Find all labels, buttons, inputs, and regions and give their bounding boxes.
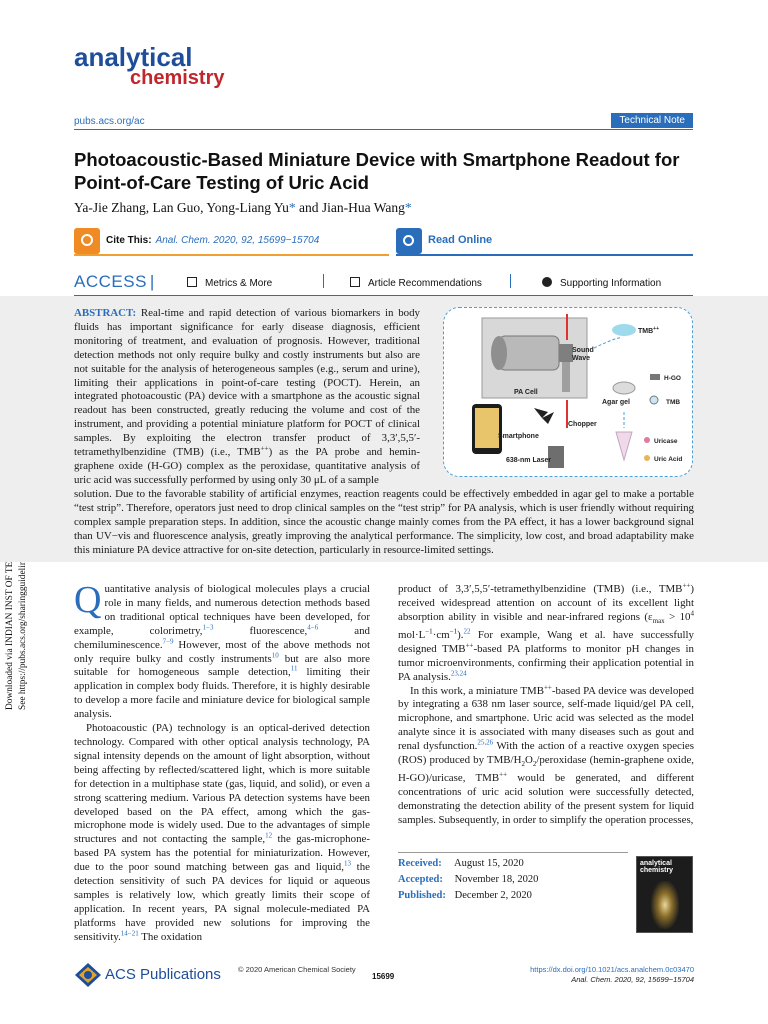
metrics-label: Metrics & More [205,278,273,289]
quote-icon [74,228,100,254]
supporting-info-button[interactable] [542,277,661,289]
author-name[interactable]: Ya-Jie Zhang [74,200,146,215]
smartphone-screen [475,408,499,448]
label-tmb-ox: TMB++ [638,326,660,335]
label-uric-acid: Uric Acid [654,456,683,463]
abstract-text-top: ABSTRACT: Real-time and rapid detection of various biomarkers in body fluids has important significance for early disease diagnosis, efficient monitoring of treatment, and evaluation of prognosis. However, traditional detection methods not only require bulky and costly instruments but also are not suitable for the analysis of heterogeneous samples (e.g., serum and urine), limiting their applications in point-of-care testing (POCT). Herein, an integrated photoacoustic (PA) device with a smartphone as the acoustic signal readout has been constructed, greatly reducing the volume and cost of the instrument, and providing a potential miniature platform for POCT of clinical samples. By exploiting the electron transfer product of 3,3′,5,5′-tetramethylbenzidine (TMB) (i.e., TMB++) as the PA probe and hemin-graphene oxide (H-GO) complex as the peroxidase, quantitative analysis of uric acid was successfully performed by using only 30 μL of a sample [74,307,421,486]
cite-reference[interactable]: Anal. Chem. 2020, 92, 15699−15704 [155,235,320,246]
access-bar [74,268,693,296]
cite-this-box[interactable] [74,226,389,256]
corresponding-author-mark[interactable]: * [404,200,412,215]
recommendations-button[interactable] [350,277,482,289]
read-online-button[interactable] [396,226,693,256]
intro-paragraph-4: In this work, a miniature TMB++-based PA device was developed by integrating a 638 nm laser source, self-made liquid/gel PA cell, microphone, and smartphone. Uric acid was selected as the model analyte since it is associated with many diseases such as gout and renal dysfunction.$^{25,26}$ With the action of a reactive oxygen species (ROS) produced by TMB/$H_2O_2$/peroxidase (hemin-graphene oxide, H-GO)/uricase, TMB++ would be generated, and different concentrations of uric acid solution were successfully detected, demonstrating the detection ability of the present system for liquid samples. Subsequently, in order to simplify the operation processes, [398,682,695,826]
read-online-label: Read Online [428,234,493,246]
logo-word-1: analytical [74,44,193,72]
body-column-right [398,583,694,828]
footer-citation: Anal. Chem. 2020, 92, 15699−15704 [571,975,694,984]
accepted-row: Accepted: November 18, 2020 [398,874,539,885]
journal-url[interactable]: pubs.acs.org/ac [74,116,145,127]
acs-emblem-icon [74,962,102,988]
publication-dates [398,856,628,904]
recommendations-label: Article Recommendations [368,278,482,289]
published-row: Published: December 2, 2020 [398,890,532,901]
label-uricase: Uricase [654,438,678,445]
drop-cap: Q [74,579,102,621]
label-agar-gel: Agar gel [602,399,631,406]
logo-word-2: chemistry [130,67,225,88]
cover-image [651,881,679,929]
label-chopper: Chopper [568,421,597,428]
separator [510,274,511,288]
received-row: Received: August 15, 2020 [398,858,524,869]
label-hgo: H-GO [664,375,681,382]
abstract-heading: ABSTRACT: [74,307,137,319]
article-type-badge: Technical Note [611,113,693,128]
cell-stem [562,362,570,392]
microphone [559,344,573,362]
bar-chart-icon [187,277,197,287]
label-wave: Wave [572,355,591,362]
author-name[interactable]: Jian-Hua Wang [321,200,405,215]
abstract-text-bottom: solution. Due to the favorable stability of artificial enzymes, reaction reagents could be effectively embedded in agar gel to make a portable “test strip”. Therefore, operators just need to drop clinical samples on the “test strip” for PA analysis, which is user friendly without requiring complex sample preparation steps. In addition, since the acoustic change mainly comes from the PA effect, it has a lower background signal than UV−vis and fluorescence analysis, greatly improving the analytical performance. The simplicity, low cost, and broad adaptability make this miniature PA device attractive for on-site detection, particularly in resource-limited settings. [74,488,694,556]
cite-text [106,235,319,246]
corresponding-author-mark[interactable]: * [288,200,296,215]
read-online-icon [396,228,422,254]
access-label: ACCESS | [74,272,155,291]
acs-publications-logo[interactable] [74,962,224,988]
intro-paragraph-1: Quantitative analysis of biological molecules plays a crucial role in many fields, and numerous detection methods based on traditional optical techniques have been developed, for example, colorimetry,$^{1-3}$ fluorescence,$^{4-6}$ and chemiluminescence.$^{7-9}$ However, most of the above methods not only require bulky and costly instruments$^{10}$ but are also more suitable for homogeneous sample detection,$^{11}$ limiting their application in complex body fluids. Therefore, it is highly desirable to develop a more facile and miniature device for biological sample analysis. [74,579,371,721]
copyright: © 2020 American Chemical Society [238,965,356,974]
tmb-oxidized-drop [612,324,636,336]
footer-doi-block [530,965,694,985]
uric-acid-dot [644,455,650,461]
label-sound: Sound [572,347,594,354]
author-list: Ya-Jie Zhang, Lan Guo, Yong-Liang Yu* and Jian-Hua Wang* [74,200,412,215]
label-tmb: TMB [666,399,681,406]
intro-paragraph-2: Photoacoustic (PA) technology is an optical-derived detection technology. Compared with other optical analysis technology, PA signal intensity depends on the amount of light absorption, without being affecting by reflected/scattered light, which is more suitable for detection in a multiphase state (gas, liquid, and solid), or even a strong scattering medium. Various PA detection systems have been developed based on the PA effect, among which the gas-microphone mode is widely used. Due to the advantages of simple structures and not contacting the sample,$^{12}$ the gas-microphone-based PA system has the potential for miniaturization. However, due to the poor sound matching between gas and liquid,$^{13}$ the detection sensitivity of such PA devices for liquid or aqueous samples is relatively low, which greatly limits their scope of application. In recent years, PA signal molecule-mediated PA platforms have provided new solutions for improving the sensitivity.$^{14-21}$ The oxidation [74,722,370,943]
label-pa-cell: PA Cell [514,389,538,396]
intro-paragraph-3: product of 3,3′,5,5′-tetramethylbenzidine (TMB) (i.e., TMB++) received widespread attention on account of its excellent light absorption ability in visible and near-infrared regions ($\varepsilon_{max} > 10^4$ $mol\cdot L^{-1}\cdot cm^{-1}).^{22}$ For example, Wang et al. have successfully designed TMB++-based PA platforms to monitor pH changes in tumor microenvironments, confirming their application potential in PA analysis.$^{23,24}$ [398,581,694,683]
supporting-info-icon [542,277,552,287]
author-name[interactable]: Yong-Liang Yu [206,200,289,215]
separator [323,274,324,288]
hgo-sheet [650,374,660,380]
uricase-dot [644,437,650,443]
acs-publications-text: ACS Publications [105,966,221,983]
chopper-blade [534,408,554,424]
toc-graphic [443,307,693,477]
tmb-circle [650,396,658,404]
pa-cell-end [491,336,507,370]
author-name[interactable]: Lan Guo [152,200,201,215]
flow-arrow [594,338,622,348]
label-smartphone: Smartphone [498,433,539,440]
label-laser: 638-nm Laser [506,457,552,464]
article-title: Photoacoustic-Based Miniature Device with Smartphone Readout for Point-of-Care Testing of Uric Acid [74,149,680,193]
journal-logo[interactable] [74,44,274,88]
cover-title: analytical chemistry [640,860,674,874]
article-icon [350,277,360,287]
dates-rule [398,852,628,853]
supporting-info-label: Supporting Information [560,278,662,289]
pa-cell-body [499,336,559,370]
body-column-left [74,579,371,945]
doi-link[interactable]: https://dx.doi.org/10.1021/acs.analchem.0c03470 [530,965,694,974]
page-number: 15699 [372,972,395,981]
agar-gel-drop [613,382,635,394]
metrics-button[interactable] [187,277,272,289]
cite-label: Cite This: [106,235,152,246]
sample-dropper [616,432,632,460]
journal-cover-thumbnail[interactable] [636,856,693,933]
header-rule [74,129,693,130]
